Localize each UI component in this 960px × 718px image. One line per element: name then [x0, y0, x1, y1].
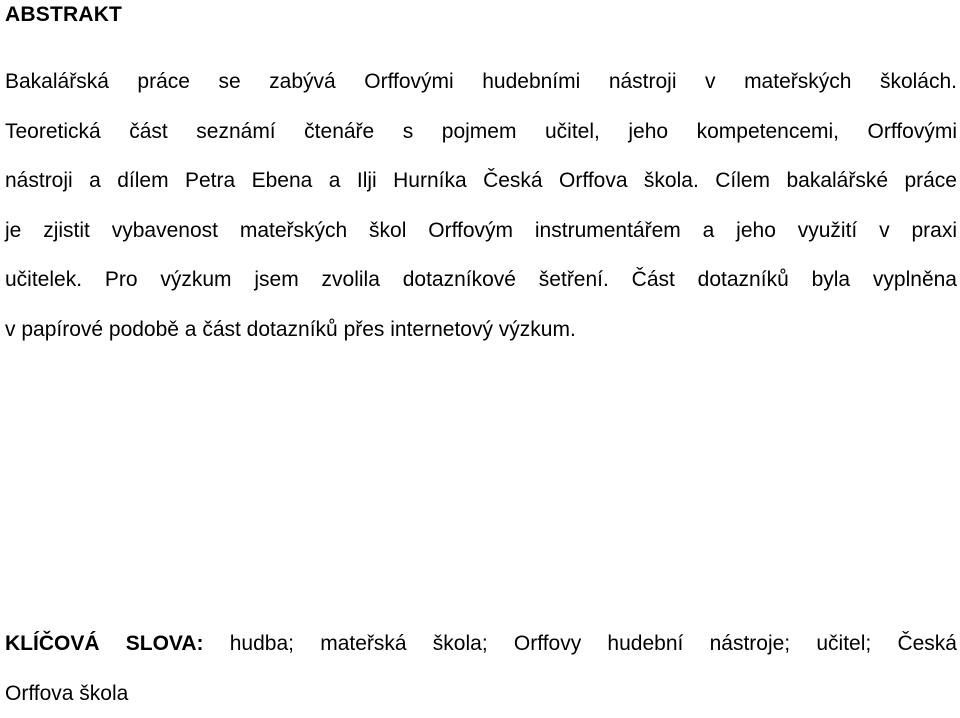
keywords-line-continued: Orffova škola	[5, 681, 129, 705]
abstract-line: nástroji a dílem Petra Ebena a Ilji Hurníka Česká Orffova škola. Cílem bakalářské práce	[5, 169, 957, 193]
keywords-line	[5, 619, 957, 669]
abstract-heading: ABSTRAKT	[5, 3, 123, 26]
abstract-body	[5, 57, 957, 355]
abstract-line: Teoretická část seznámí čtenáře s pojmem učitel, jeho kompetencemi, Orffovými	[5, 119, 957, 143]
keywords-section	[5, 619, 957, 718]
keywords-list: hudba; mateřská škola; Orffovy hudební nástroje; učitel; Česká	[203, 632, 957, 655]
abstract-line: Bakalářská práce se zabývá Orffovými hudebními nástroji v mateřských školách.	[5, 70, 957, 93]
keywords-label: KLÍČOVÁ SLOVA:	[5, 632, 204, 655]
abstract-line: v papírové podobě a část dotazníků přes internetový výzkum.	[5, 317, 576, 341]
document-page	[5, 0, 960, 705]
abstract-line: je zjistit vybavenost mateřských škol Orffovým instrumentářem a jeho využití v praxi	[5, 218, 957, 242]
abstract-line: učitelek. Pro výzkum jsem zvolila dotazníkové šetření. Část dotazníků byla vyplněna	[5, 268, 957, 292]
